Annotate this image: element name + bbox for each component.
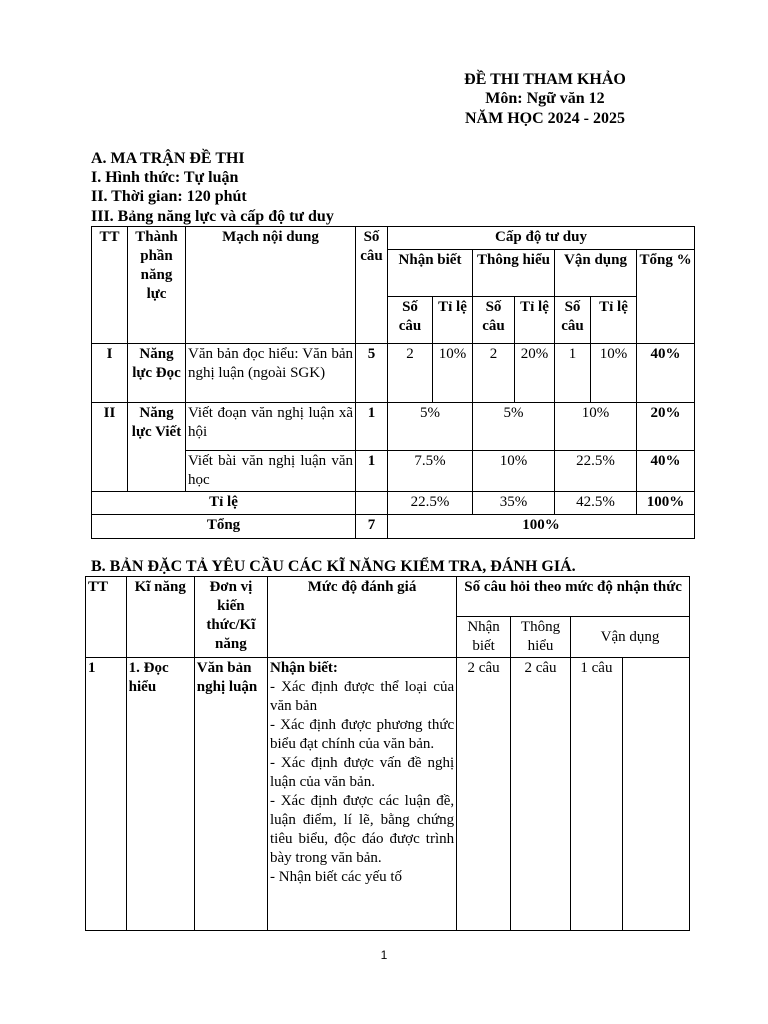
row1-th-count: 2: [473, 344, 515, 403]
page-number: 1: [380, 948, 388, 962]
row1-tt: I: [92, 344, 128, 403]
table1-title: III. Bảng năng lực và cấp độ tư duy: [91, 208, 334, 225]
sum-label: Tổng: [92, 515, 356, 539]
row2-vd: 10%: [555, 403, 637, 451]
r1-unit: Văn bản nghị luận: [194, 658, 267, 931]
exam-form: I. Hình thức: Tự luận: [91, 169, 239, 186]
th2-understand: Thông hiểu: [511, 617, 571, 658]
th-tile: Tỉ lệ: [515, 297, 555, 344]
level-item: - Xác định được phương thức biểu đạt chính của văn bản.: [270, 717, 455, 752]
row3-vd: 22.5%: [555, 451, 637, 492]
level-title: Nhận biết:: [270, 660, 338, 676]
ratio-th: 35%: [473, 492, 555, 515]
row2-nb: 5%: [388, 403, 473, 451]
th-total-pct: Tổng %: [637, 250, 695, 344]
row3-total: 40%: [637, 451, 695, 492]
sum-total: 100%: [388, 515, 695, 539]
th-socau: Số câu: [388, 297, 433, 344]
r1-vd: 1 câu: [571, 658, 623, 931]
r1-empty: [622, 658, 689, 931]
subject-line: Môn: Ngữ văn 12: [485, 90, 605, 107]
row2-th: 5%: [473, 403, 555, 451]
ratio-empty: [356, 492, 388, 515]
th-tile: Tỉ lệ: [591, 297, 637, 344]
row1-nb-count: 2: [388, 344, 433, 403]
specification-table: [85, 576, 690, 931]
th-content: Mạch nội dung: [186, 227, 356, 344]
row2-total: 20%: [637, 403, 695, 451]
th2-recognize: Nhận biết: [457, 617, 511, 658]
section-a-title: A. MA TRẬN ĐỀ THI: [91, 150, 245, 167]
r1-th: 2 câu: [511, 658, 571, 931]
row3-count: 1: [356, 451, 388, 492]
row1-content: Văn bản đọc hiểu: Văn bản nghị luận (ngoài SGK): [186, 344, 356, 403]
row1-count: 5: [356, 344, 388, 403]
section-b-title: B. BẢN ĐẶC TẢ YÊU CẦU CÁC KĨ NĂNG KIỂM TRA, ĐÁNH GIÁ.: [91, 558, 576, 575]
level-item: - Xác định được vấn đề nghị luận của văn bản.: [270, 755, 455, 790]
th-understand: Thông hiểu: [473, 250, 555, 297]
ratio-label: Tỉ lệ: [92, 492, 356, 515]
row2-tt: II: [92, 403, 128, 492]
school-year: NĂM HỌC 2024 - 2025: [465, 110, 625, 127]
r1-skill: 1. Đọc hiểu: [126, 658, 194, 931]
level-item: - Xác định được các luận đề, luận điểm, lí lẽ, bằng chứng tiêu biểu, độc đáo được trình bày trong văn bản.: [270, 793, 455, 866]
ratio-vd: 42.5%: [555, 492, 637, 515]
th2-questions: Số câu hỏi theo mức độ nhận thức: [457, 577, 690, 617]
r1-level-description: [268, 658, 457, 931]
row1-total: 40%: [637, 344, 695, 403]
row1-nb-pct: 10%: [433, 344, 473, 403]
th-count: Số câu: [356, 227, 388, 344]
level-item: - Nhận biết các yếu tố: [270, 869, 403, 885]
row1-component: Năng lực Đọc: [128, 344, 186, 403]
ratio-nb: 22.5%: [388, 492, 473, 515]
row2-content: Viết đoạn văn nghị luận xã hội: [186, 403, 356, 451]
th-tt: TT: [92, 227, 128, 344]
th2-unit: Đơn vị kiến thức/Kĩ năng: [194, 577, 267, 658]
th2-apply: Vận dụng: [571, 617, 690, 658]
th-component: Thành phần năng lực: [128, 227, 186, 344]
exam-time: II. Thời gian: 120 phút: [91, 188, 247, 205]
level-item: - Xác định được thể loại của văn bản: [270, 679, 455, 714]
r1-nb: 2 câu: [457, 658, 511, 931]
th2-level: Mức độ đánh giá: [268, 577, 457, 658]
row3-th: 10%: [473, 451, 555, 492]
row2-component: Năng lực Viết: [128, 403, 186, 492]
ratio-total: 100%: [637, 492, 695, 515]
row2-count: 1: [356, 403, 388, 451]
row3-nb: 7.5%: [388, 451, 473, 492]
row1-th-pct: 20%: [515, 344, 555, 403]
th2-tt: TT: [86, 577, 127, 658]
th-socau: Số câu: [555, 297, 591, 344]
th-tile: Tỉ lệ: [433, 297, 473, 344]
th2-skill: Kĩ năng: [126, 577, 194, 658]
th-apply: Vận dụng: [555, 250, 637, 297]
r1-tt: 1: [86, 658, 127, 931]
sum-count: 7: [356, 515, 388, 539]
th-level: Cấp độ tư duy: [388, 227, 695, 250]
row3-content: Viết bài văn nghị luận văn học: [186, 451, 356, 492]
th-recognize: Nhận biết: [388, 250, 473, 297]
row1-vd-pct: 10%: [591, 344, 637, 403]
row1-vd-count: 1: [555, 344, 591, 403]
exam-title: ĐỀ THI THAM KHẢO: [464, 71, 626, 88]
th-socau: Số câu: [473, 297, 515, 344]
competency-matrix-table: [91, 226, 695, 539]
